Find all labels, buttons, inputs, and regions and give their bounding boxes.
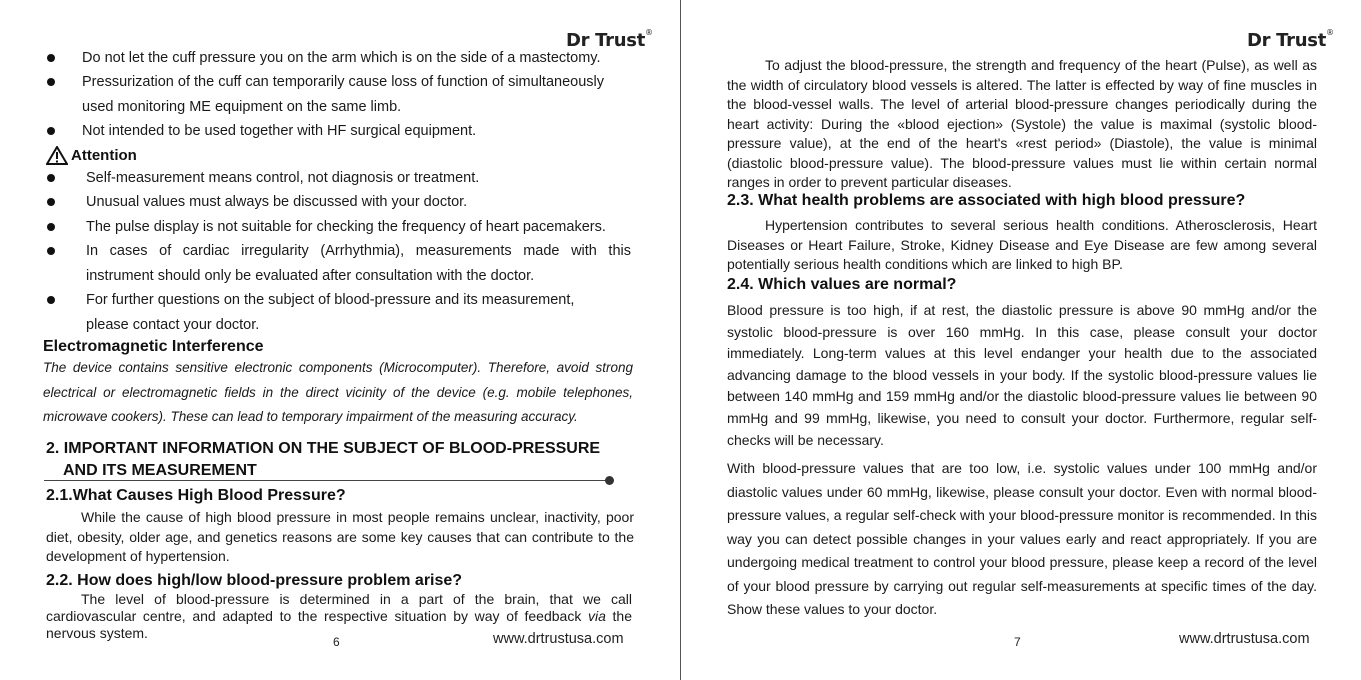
registered-mark: ®: [1326, 28, 1334, 37]
brand-logo-text: Dr Trust: [1247, 30, 1326, 51]
page-number: 6: [333, 635, 340, 649]
emi-heading: Electromagnetic Interference: [43, 338, 264, 355]
website-link[interactable]: www.drtrustusa.com: [1179, 631, 1310, 647]
section-2-1-text: While the cause of high blood pressure in most people remains unclear, inactivity, poor diet, obesity, older age, and genetics reasons are some key causes that can contribute to the development of hypertension.: [46, 509, 634, 564]
bullet-icon: [47, 127, 55, 135]
section-2-2-text-end: the nervous system.: [46, 608, 632, 641]
emi-text: The device contains sensitive electronic components (Microcomputer). Therefore, avoid strong electrical or electromagnetic fields in the direct vicinity of the device (e.g. mobile telephones, microwave cookers). These can lead to temporary impairment of the measuring accuracy.: [43, 360, 633, 424]
brand-logo-text: Dr Trust: [566, 30, 645, 51]
attention-bullet-text: Self-measurement means control, not diagnosis or treatment.: [86, 170, 480, 186]
section-2-4-text-2: With blood-pressure values that are too low, i.e. systolic values under 100 mmHg and/or diastolic values under 60 mmHg, likewise, please consult your doctor. Even with normal blood-pressure values, a regular self-check with your blood-pressure monitor is recommended. In this way you can detect possible changes in your values early and react appropriately. If you are undergoing medical treatment to control your blood pressure, please keep a record of the level of your blood pressure by carrying out regular self-measurements at specific times of the day. Show these values to your doctor.: [727, 460, 1317, 617]
bullet-icon: [47, 296, 55, 304]
warning-triangle-icon: [46, 146, 68, 165]
section-2-1-heading: 2.1.What Causes High Blood Pressure?: [46, 487, 346, 504]
section-2-3-heading: 2.3. What health problems are associated with high blood pressure?: [727, 192, 1246, 209]
section-2-2-text-main: The level of blood-pressure is determined in a part of the brain, that we call cardiovascular centre, and adapted to the respective situation by way of feedback: [46, 591, 632, 624]
section-rule: [44, 480, 610, 481]
bullet-text: Not intended to be used together with HF surgical equipment.: [82, 123, 477, 139]
bullet-icon: [47, 78, 55, 86]
attention-bullet-text: The pulse display is not suitable for checking the frequency of heart pacemakers.: [86, 219, 606, 235]
left-page: [0, 0, 680, 680]
attention-bullet-text: For further questions on the subject of blood-pressure and its measurement, please contact your doctor.: [86, 292, 575, 333]
bullet-icon: [47, 223, 55, 231]
bullet-icon: [47, 247, 55, 255]
brand-logo: [1247, 30, 1334, 51]
bullet-icon: [47, 198, 55, 206]
section-2-3-text: Hypertension contributes to several serious health conditions. Atherosclerosis, Heart Diseases or Heart Failure, Stroke, Kidney Disease and Eye Disease are few among several potentially serious health conditions which are linked to high BP.: [727, 217, 1317, 272]
right-page: [681, 0, 1361, 680]
bullet-icon: [47, 54, 55, 62]
bullet-text-content: Pressurization of the cuff can temporarily cause loss of function of simultaneously used monitoring ME equipment on the same limb.: [82, 74, 604, 115]
section-2-title-line2: AND ITS MEASUREMENT: [63, 462, 257, 479]
bullet-text: [82, 70, 617, 119]
registered-mark: ®: [645, 28, 653, 37]
intro-text: To adjust the blood-pressure, the strength and frequency of the heart (Pulse), as well as the width of circulatory blood vessels is altered. The latter is effected by way of fine muscles in the blood-vessel walls. The level of arterial blood-pressure changes periodically during the heart activity: During the «blood ejection» (Systole) the value is maximal (systolic blood-pressure value), at the end of the heart's «rest period» (Diastole), the value is minimal (diastolic blood-pressure value). The blood-pressure values must lie within certain normal ranges in order to prevent particular diseases.: [727, 57, 1317, 190]
attention-title: Attention: [71, 146, 137, 164]
bullet-icon: [47, 174, 55, 182]
rule-end-dot: [605, 476, 614, 485]
bullet-text: Do not let the cuff pressure you on the arm which is on the side of a mastectomy.: [82, 50, 601, 66]
website-link[interactable]: www.drtrustusa.com: [493, 631, 624, 647]
section-2-2-text-via: via: [587, 608, 606, 624]
attention-bullet-text: Unusual values must always be discussed with your doctor.: [86, 194, 468, 210]
section-2-2-heading: 2.2. How does high/low blood-pressure problem arise?: [46, 572, 463, 589]
section-2-4-text-1: Blood pressure is too high, if at rest, the diastolic pressure is above 90 mmHg and/or the systolic blood-pressure is over 160 mmHg. In this case, please consult your doctor immediately. Long-term values at this level endanger your health due to the associated advancing damage to the blood vessels in your body. If the systolic blood-pressure values lie between 140 mmHg and 159 mmHg and/or the diastolic blood-pressure values lie between 90 mmHg and 99 mmHg, likewise, you need to consult your doctor. Furthermore, regular self-checks will be necessary.: [727, 302, 1317, 448]
attention-bullet-text: In cases of cardiac irregularity (Arrhythmia), measurements made with this instrument should only be evaluated after consultation with the doctor.: [86, 243, 631, 284]
attention-heading: [46, 143, 137, 167]
section-2-4-heading: 2.4. Which values are normal?: [727, 276, 957, 293]
section-2-title: 2. IMPORTANT INFORMATION ON THE SUBJECT OF BLOOD-PRESSURE: [46, 440, 601, 457]
page-number: 7: [1014, 635, 1021, 649]
